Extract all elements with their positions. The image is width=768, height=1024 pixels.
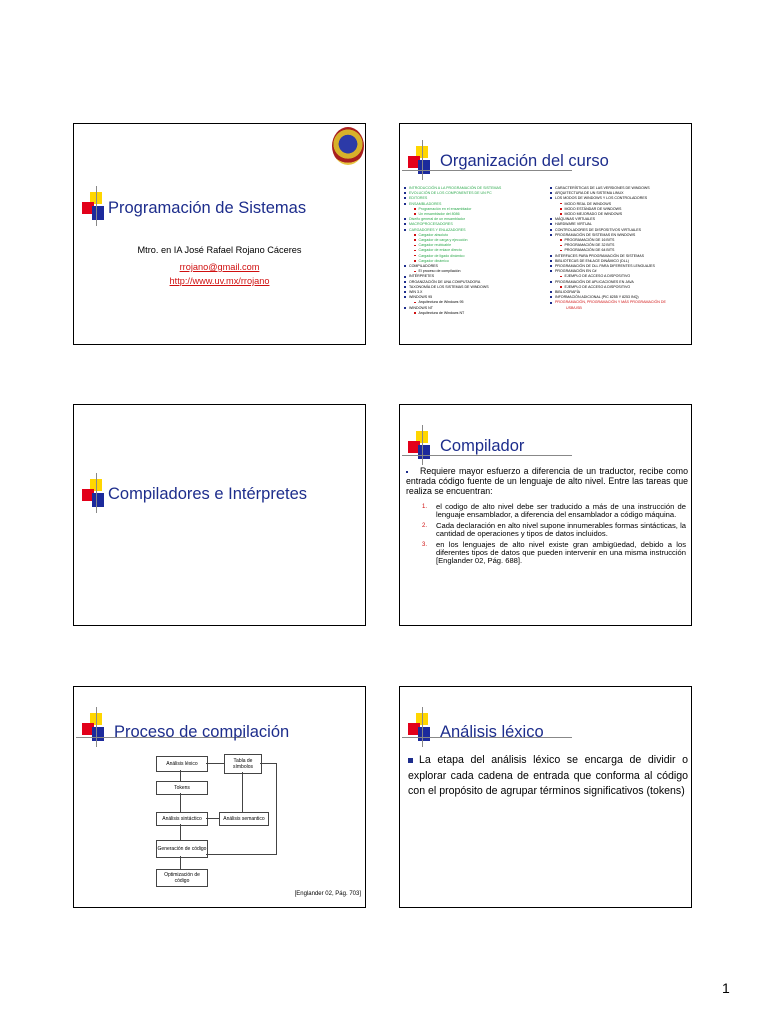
box-analisis-lexico: Análisis léxico [156,756,208,772]
bullet-icon [404,291,406,293]
bullet-icon [414,208,416,210]
box-optimizacion-codigo: Optimización de código [156,869,208,887]
bullet-icon [414,213,416,215]
outline-item: Arquitectura de Windows 95 [404,300,544,305]
outline-item: Cargador reubicable [404,243,544,248]
bullet-icon [404,296,406,298]
bullet-icon [404,229,406,231]
bullet-icon [550,223,552,225]
bullet-icon [560,276,562,278]
bullet-icon [414,255,416,257]
bullet-icon [550,291,552,293]
task-item: 3. en los lenguajes de alto nivel existe gran ambigüedad, debido a los diferentes tipos de datos que pueden intervenir en una misma instrucción [Englander 02, Pág. 688]. [422,539,686,566]
bullet-icon [404,286,406,288]
outline-item: ENSAMBLADORES [404,202,544,207]
bullet-icon [404,276,406,278]
university-seal [332,127,364,165]
outline-item: PROGRAMACIÓN DE 32 BITS [550,243,690,248]
outline-item: MÁQUINAS VIRTUALES [550,217,690,222]
outline-item: MACROPROCESADORES [404,222,544,227]
slide-title-text: Compilador [440,437,525,455]
outline-item: Cargador de carga y ejecución [404,238,544,243]
bullet-icon [550,260,552,262]
outline-item: PROGRAMACIÓN, PROGRAMACIÓN Y MÁS PROGRAMACIÓN DE [550,300,690,305]
lexico-paragraph: La etapa del análisis léxico se encarga de dividir o explorar cada cadena de entrada que conforma al código con el propósito de agrupar términos significativos (tokens) [408,754,688,797]
outline-item: INTERFACES PARA PROGRAMACIÓN DE SISTEMAS [550,254,690,259]
title-decoration [82,196,110,224]
bullet-icon [550,197,552,199]
task-list [422,503,686,568]
bullet-icon [414,245,416,247]
bullet-icon [560,239,562,241]
title-decoration [408,435,436,463]
bullet-icon [560,213,562,215]
outline-item: USB/USB [566,305,582,310]
outline-item: WINDOWS NT [404,306,544,311]
slide-title [73,123,366,345]
box-analisis-sintactico: Análisis sintáctico [156,812,208,826]
outline-item: CARACTERÍSTICAS DE LAS VERSIONES DE WINDOWS [550,186,690,191]
slide-organizacion [399,123,692,345]
citation: [Englander 02, Pág. 703] [294,891,361,897]
slide-title-text: Compiladores e Intérpretes [108,485,308,503]
bullet-icon [550,234,552,236]
outline-item: EJEMPLO DE ACCESO A DISPOSITIVO [550,285,690,290]
outline-item: BIBLIOTECAS DE ENLACE DINÁMICO (DLL) [550,259,690,264]
email-link[interactable]: rrojano@gmail.com [179,262,260,272]
outline-item: EDITORES [404,196,544,201]
outline-item: PROGRAMACIÓN DE 16 BITS [550,238,690,243]
box-tokens: Tokens [156,781,208,795]
course-outline-left [404,186,544,316]
bullet-icon [404,265,406,267]
outline-item: Cargador de enlace directo [404,248,544,253]
page-number: 1 [722,980,730,996]
outline-item: ORGANIZACIÓN DE UNA COMPUTADORA [404,280,544,285]
slide-title-text: Proceso de compilación [114,723,290,741]
outline-item: MODO MEJORADO DE WINDOWS [550,212,690,217]
outline-item: TAXONOMÍA DE LOS SISTEMAS DE WINDOWS [404,285,544,290]
outline-item: INTRODUCCIÓN A LA PROGRAMACIÓN DE SISTEMAS [404,186,544,191]
bullet-icon [414,312,416,314]
outline-item: HARDWARE VIRTUAL [550,222,690,227]
outline-item: PROGRAMACIÓN DE SISTEMAS EN WINDOWS [550,233,690,238]
outline-item: CARGADORES Y ENLAZADORES [404,228,544,233]
title-decoration [82,483,110,511]
bullet-icon [414,260,416,262]
outline-item: Arquitectura de Windows NT [404,311,544,316]
outline-item: PROGRAMACIÓN DE APLICACIONES EN JAVA [550,280,690,285]
outline-item: INFORMACIÓN ADICIONAL (PIC 8255 Y 8253 INQ) [550,295,690,300]
bullet-icon [550,281,552,283]
box-analisis-semantico: Análisis semantico [219,812,269,826]
bullet-icon [550,302,552,304]
outline-item: MODO REAL DE WINDOWS [550,202,690,207]
outline-item: Cargador absoluto [404,233,544,238]
bullet-icon [550,265,552,267]
outline-item: MODO ESTÁNDAR DE WINDOWS [550,207,690,212]
bullet-icon [550,270,552,272]
title-decoration [408,150,436,178]
outline-item: Cargador de ligado dinámico [404,254,544,259]
bullet-icon [560,286,562,288]
bullet-icon [404,203,406,205]
bullet-icon [550,218,552,220]
bullet-icon [550,255,552,257]
bullet-icon [414,250,416,252]
slide-proceso-compilacion [73,686,366,908]
outline-item: Un ensamblador del 8086 [404,212,544,217]
bullet-icon [404,307,406,309]
author: Mtro. en IA José Rafael Rojano Cáceres [137,245,302,255]
outline-item: BIBLIOGRAFÍA [550,290,690,295]
task-item: 2. Cada declaración en alto nivel supone innumerables formas sintácticas, la cantidad de operaciones y tipos de datos incluidos. [422,520,686,539]
bullet-icon [550,192,552,194]
bullet-icon [414,234,416,236]
outline-item: El proceso de compilación [404,269,544,274]
bullet-icon [404,281,406,283]
slide-title-text: Programación de Sistemas [108,199,307,217]
outline-item: PROGRAMACIÓN DE DLL PARA DIFERENTES LENGUAJES [550,264,690,269]
compilation-diagram [74,687,366,908]
bullet-icon [560,245,562,247]
bullet-icon [404,192,406,194]
box-tabla-simbolos: Tabla de símbolos [224,754,262,774]
bullet-icon [414,302,416,304]
outline-item: COMPILADORES [404,264,544,269]
bullet-icon [404,223,406,225]
task-item: 1. el codigo de alto nivel debe ser traducido a más de una instrucción de lenguaje ensamblador, a diferencia del ensamblador a código máquina. [422,502,686,520]
bullet-icon [550,187,552,189]
outline-item: Programación en el ensamblador [404,207,544,212]
slide-analisis-lexico [399,686,692,908]
outline-item: PROGRAMACIÓN DE 64 BITS [550,248,690,253]
outline-item: EJEMPLO DE ACCESO A DISPOSITIVO [550,274,690,279]
bullet-icon [408,758,413,763]
bullet-icon [414,271,416,273]
outline-item: Cargador dinámico [404,259,544,264]
bullet-icon [404,218,406,220]
bullet-icon [560,250,562,252]
website-link[interactable]: http://www.uv.mx/rrojano [169,276,270,286]
outline-item: EVOLUCIÓN DE LOS COMPONENTES DE UN PC [404,191,544,196]
outline-item: PROGRAMACIÓN EN C# [550,269,690,274]
outline-item: Diseño general de un ensamblador [404,217,544,222]
outline-item: WIN 3.X [404,290,544,295]
course-outline-right [550,186,690,311]
slide-compiladores-interpretes [73,404,366,626]
bullet-icon [404,187,406,189]
outline-item: WINDOWS 95 [404,295,544,300]
outline-item: INTÉRPRETES [404,274,544,279]
bullet-icon [560,208,562,210]
outline-item: CONTROLADORES DE DISPOSITIVOS VIRTUALES [550,228,690,233]
slide-title-text: Organización del curso [440,152,609,170]
bullet-icon [560,203,562,205]
bullet-icon [414,239,416,241]
bullet-icon [550,296,552,298]
bullet-icon [550,229,552,231]
box-generacion-codigo: Generación de código [156,840,208,858]
title-decoration [408,717,436,745]
intro-paragraph: Requiere mayor esfuerzo a diferencia de un traductor, recibe como entrada código fuente de un lenguaje de alto nivel. Entre las tareas que realiza se encuentran: [406,466,688,496]
bullet-icon [404,197,406,199]
slide-compilador [399,404,692,626]
outline-item: LOS MODOS DE WINDOWS Y LOS CONTROLADORES [550,196,690,201]
slide-title-text: Análisis léxico [440,723,544,741]
bullet-icon [406,471,408,473]
outline-item: ARQUITECTURA DE UN SISTEMA LINUX [550,191,690,196]
